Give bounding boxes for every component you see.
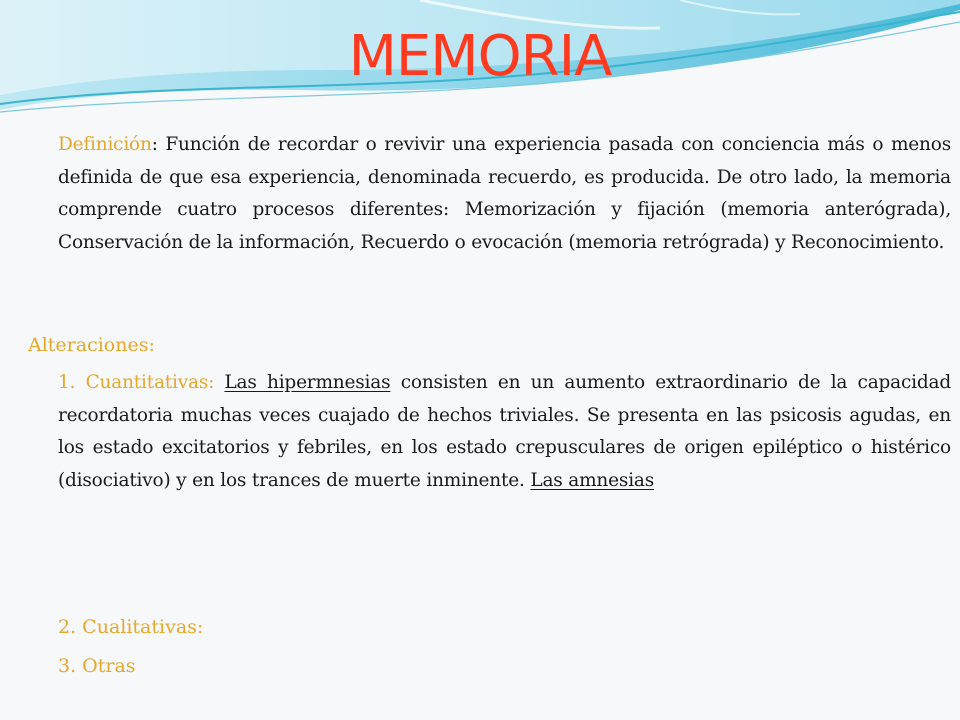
slide-title: MEMORIA <box>348 24 612 89</box>
cualitativas-heading: 2. Cualitativas: <box>58 616 204 638</box>
amnesias-link[interactable]: Las amnesias <box>530 469 655 491</box>
cuantitativas-paragraph <box>58 367 951 497</box>
cuantitativas-text: consisten en un aumento extraordinario de la capacidad recordatoria muchas veces cuajado de hechos triviales. Se presenta en las psicosis agudas, en los estado excitatorios y febriles, en los estado crepusculares de origen epiléptico o histérico (disociativo) y en los trances de muerte inminente. <box>58 372 952 491</box>
alteraciones-heading: Alteraciones: <box>28 334 155 356</box>
definition-text: : Función de recordar o revivir una experiencia pasada con conciencia más o menos definida de que esa experiencia, denominada recuerdo, es producida. De otro lado, la memoria comprende cuatro procesos diferentes: Memorización y fijación (memoria anterógrada), Conservación de la información, Recuerdo o evocación (memoria retrógrada) y Reconocimiento. <box>58 134 951 253</box>
cuantitativas-label: 1. Cuantitativas: <box>58 372 225 393</box>
definition-label: Definición <box>58 134 152 155</box>
hipermnesias-link[interactable]: Las hipermnesias <box>224 372 391 393</box>
otras-heading: 3. Otras <box>58 655 136 677</box>
definition-paragraph <box>58 129 951 259</box>
